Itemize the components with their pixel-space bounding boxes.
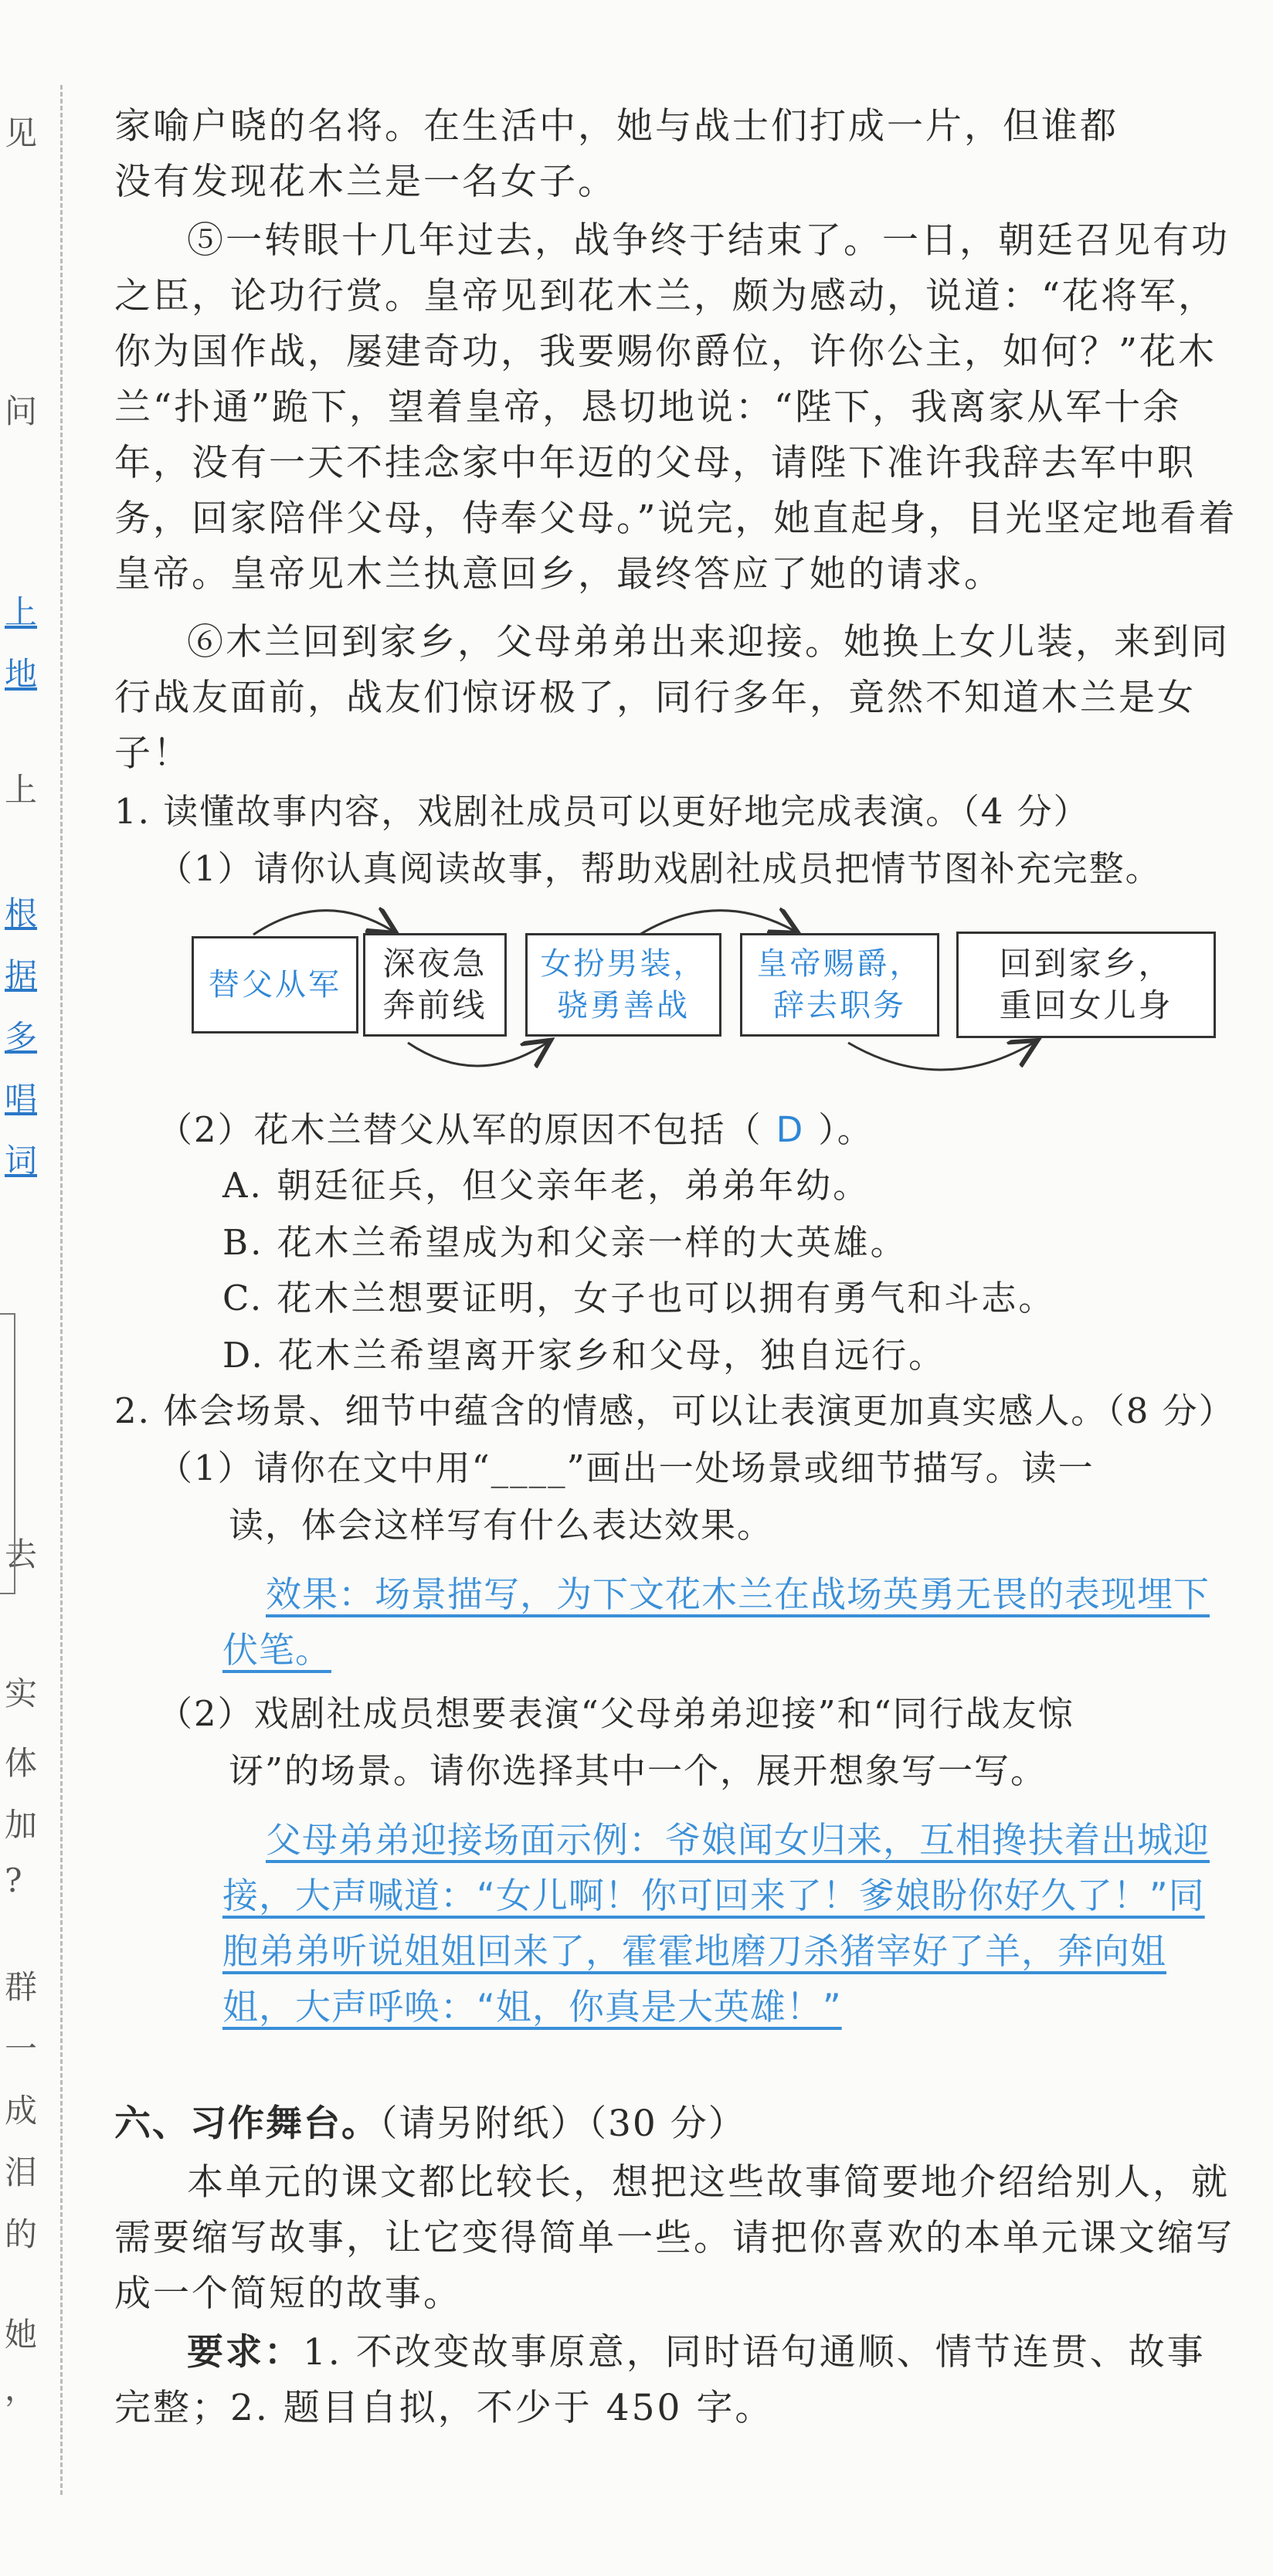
margin-char: 体 [5, 1744, 38, 1782]
q1-sub2 [158, 1103, 874, 1157]
flow-box-2: 深夜急 奔前线 [363, 933, 507, 1037]
margin-char: 加 [5, 1806, 38, 1844]
q2-answer-1: 效果：场景描写，为下文花木兰在战场英勇无畏的表现埋下伏笔。 [222, 1573, 1210, 1671]
q1-sub2-answer: D [776, 1109, 805, 1150]
flow-arrow-4 [848, 1043, 1034, 1070]
requirements-label: 要求： [187, 2331, 303, 2374]
q2-sub2-line2: 讶”的场景。请你选择其中一个，展开想象写一写。 [229, 1750, 1047, 1791]
margin-char: 地 [5, 655, 38, 693]
margin-char: 泪 [5, 2153, 38, 2191]
q1-option-a: A. 朝廷征兵，但父亲年老，弟弟年幼。 [222, 1165, 871, 1206]
section6-requirements [114, 2325, 1242, 2436]
q2-sub1-line2: 读，体会这样写有什么表达效果。 [229, 1505, 774, 1546]
margin-char: 她 [5, 2316, 38, 2354]
flow-box-5: 回到家乡， 重回女儿身 [956, 932, 1216, 1038]
requirements-text: 1. 不改变故事原意，同时语句通顺、情节连贯、故事完整；2. 题目自拟，不少于 450 字。 [114, 2331, 1206, 2429]
margin-char: 群 [5, 1968, 38, 2006]
section6-body: 本单元的课文都比较长，想把这些故事简要地介绍给别人，就需要缩写故事，让它变得简单一些。请把你喜欢的本单元课文缩写成一个简短的故事。 [114, 2161, 1234, 2315]
flow-box-3: 女扮男装， 骁勇善战 [525, 933, 721, 1037]
margin-char: 成 [5, 2092, 38, 2130]
margin-box [0, 1313, 15, 1594]
left-margin [0, 0, 60, 2576]
story-line-1: 家喻户晓的名将。在生活中，她与战士们打成一片，但谁都 [114, 105, 1119, 148]
q1-sub2-suffix: ）。 [818, 1109, 874, 1150]
q2-answer-2: 父母弟弟迎接场面示例：爷娘闻女归来，互相搀扶着出城迎接，大声喊道：“女儿啊！你可回来了！爹娘盼你好久了！”同胞弟弟听说姐姐回来了，霍霍地磨刀杀猪宰好了羊，奔向姐姐，大声呼唤：“姐，你真是大英雄！” [222, 1819, 1210, 2028]
flow-arrow-2 [408, 1043, 547, 1066]
margin-char: 见 [5, 114, 38, 152]
section6-title: 六、习作舞台。 [114, 2103, 379, 2145]
q1-option-b: B. 花木兰希望成为和父亲一样的大英雄。 [222, 1222, 908, 1263]
flow-arrow-1 [253, 911, 392, 935]
margin-char: 据 [5, 956, 38, 994]
dashed-divider [60, 85, 63, 2495]
section6-heading [114, 2096, 746, 2152]
q1-sub1: （1）请你认真阅读故事，帮助戏剧社成员把情节图补充完整。 [158, 848, 1162, 889]
q1-sub2-prefix: （2）花木兰替父从军的原因不包括（ [158, 1109, 762, 1150]
flow-box-1: 替父从军 [192, 936, 358, 1033]
story-line-2: 没有发现花木兰是一名女子。 [114, 161, 616, 203]
q2-sub2-line1: （2）戏剧社成员想要表演“父母弟弟迎接”和“同行战友惊 [158, 1693, 1074, 1734]
q2-title: 2. 体会场景、细节中蕴含的情感，可以让表演更加真实感人。（8 分） [114, 1390, 1235, 1431]
margin-char: 的 [5, 2215, 38, 2253]
story-paragraph-6: ⑥木兰回到家乡，父母弟弟出来迎接。她换上女儿装，来到同行战友面前，战友们惊讶极了，同行多年，竟然不知道木兰是女子！ [114, 621, 1230, 775]
q1-title: 1. 读懂故事内容，戏剧社成员可以更好地完成表演。（4 分） [114, 791, 1090, 832]
margin-char: 词 [5, 1142, 38, 1179]
margin-char: 上 [5, 593, 38, 631]
margin-char: 问 [5, 392, 38, 430]
margin-char: 上 [5, 771, 38, 809]
flow-box-4: 皇帝赐爵， 辞去职务 [740, 933, 939, 1037]
q1-option-c: C. 花木兰想要证明，女子也可以拥有勇气和斗志。 [222, 1278, 1056, 1319]
flow-arrow-3 [640, 911, 794, 935]
margin-char: 多 [5, 1018, 38, 1056]
section6-note: （请另附纸）（30 分） [379, 2103, 746, 2145]
margin-char: ， [5, 2370, 38, 2408]
story-paragraph-5: ⑤一转眼十几年过去，战争终于结束了。一日，朝廷召见有功之臣，论功行赏。皇帝见到花木兰，颇为感动，说道：“花将军，你为国作战，屡建奇功，我要赐你爵位，许你公主，如何？”花木兰“扑通”跪下，望着皇帝，恳切地说：“陛下，我离家从军十余年，没有一天不挂念家中年迈的父母，请陛下准许我辞去军中职务，回家陪伴父母，侍奉父母。”说完，她直起身，目光坚定地看着皇帝。皇帝见木兰执意回乡，最终答应了她的请求。 [114, 219, 1237, 596]
margin-char: 去 [5, 1536, 38, 1573]
margin-char: 实 [5, 1675, 38, 1712]
q2-sub1-line1: （1）请你在文中用“____”画出一处场景或细节描写。读一 [158, 1448, 1095, 1488]
margin-char: 唱 [5, 1080, 38, 1118]
margin-char: 根 [5, 894, 38, 932]
q1-option-d: D. 花木兰希望离开家乡和父母，独自远行。 [222, 1335, 946, 1376]
margin-char: ? [5, 1862, 22, 1899]
margin-char: 一 [5, 2030, 38, 2068]
